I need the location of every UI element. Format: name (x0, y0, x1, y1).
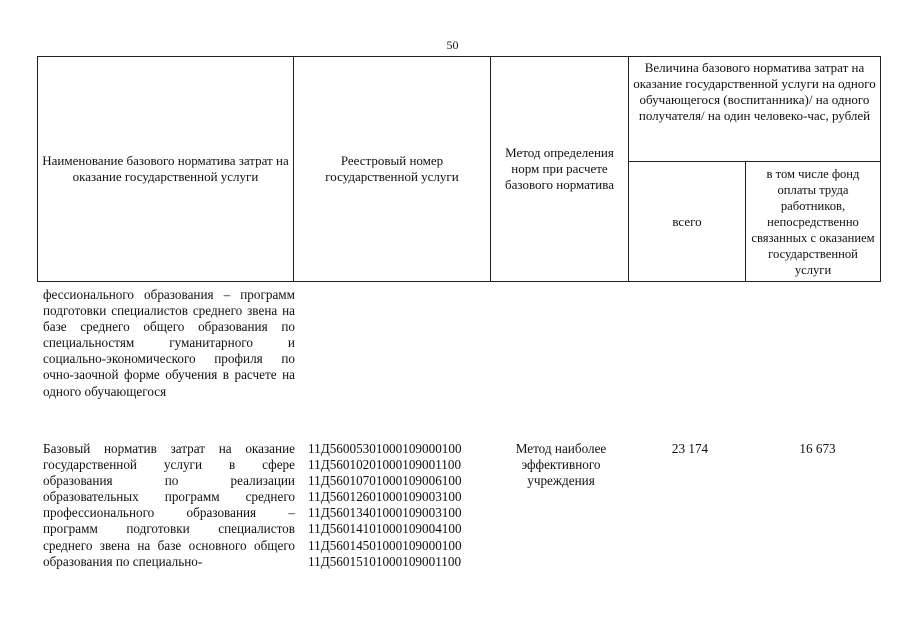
header-name-text: Наименование базового норматива затрат на оказание государственной услуги (42, 153, 289, 184)
entry-including: 16 673 (799, 441, 836, 456)
registry-number: 11Д56015101000109001100 (308, 553, 462, 569)
header-total-text: всего (672, 213, 702, 229)
header-including-text: в том числе фонд оплаты труда работников, непосредственно связанных с оказанием государственной услуги (751, 166, 875, 277)
registry-number: 11Д56012601000109003100 (308, 489, 462, 505)
registry-number: 11Д56005301000109000100 (308, 441, 462, 456)
header-name (38, 57, 294, 282)
header-registry-text: Реестровый номер государственной услуги (325, 153, 459, 184)
header-method (491, 57, 629, 282)
page-number: 50 (446, 38, 459, 52)
header-including (746, 162, 881, 282)
header-value-group (629, 57, 881, 162)
header-value-group-text: Величина базового норматива затрат на оказание государственной услуги на одного обучающегося (воспитанника)/ на одного получателя/ на один человеко-час, рублей (633, 60, 876, 123)
header-method-text: Метод определения норм при расчете базового норматива (505, 145, 614, 192)
continued-text: фессионального образования – программ подготовки специалистов среднего звена на базе среднего общего образования по специальностям гуманитарного и социально-экономического профиля по очно-заочной форме обучения в расчете на одного обучающегося (43, 287, 295, 399)
header-registry (294, 57, 491, 282)
header-total (629, 162, 746, 282)
entry-name: Базовый норматив затрат на оказание государственной услуги в сфере образования по реализации образовательных программ среднего профессионального образования – программ подготовки специалистов среднего звена на базе основного общего образования по специально- (43, 441, 295, 569)
entry-total: 23 174 (671, 441, 709, 456)
registry-number: 11Д56010201000109001100 (308, 457, 462, 473)
registry-number: 11Д56013401000109003100 (308, 505, 462, 521)
header-table (37, 56, 881, 282)
registry-number: 11Д56014101000109004100 (308, 521, 462, 537)
registry-number: 11Д56010701000109006100 (308, 473, 462, 489)
registry-number: 11Д56014501000109000100 (308, 537, 462, 553)
registry-number-list (308, 441, 498, 570)
entry-method: Метод наиболее эффективного учреждения (515, 441, 607, 489)
